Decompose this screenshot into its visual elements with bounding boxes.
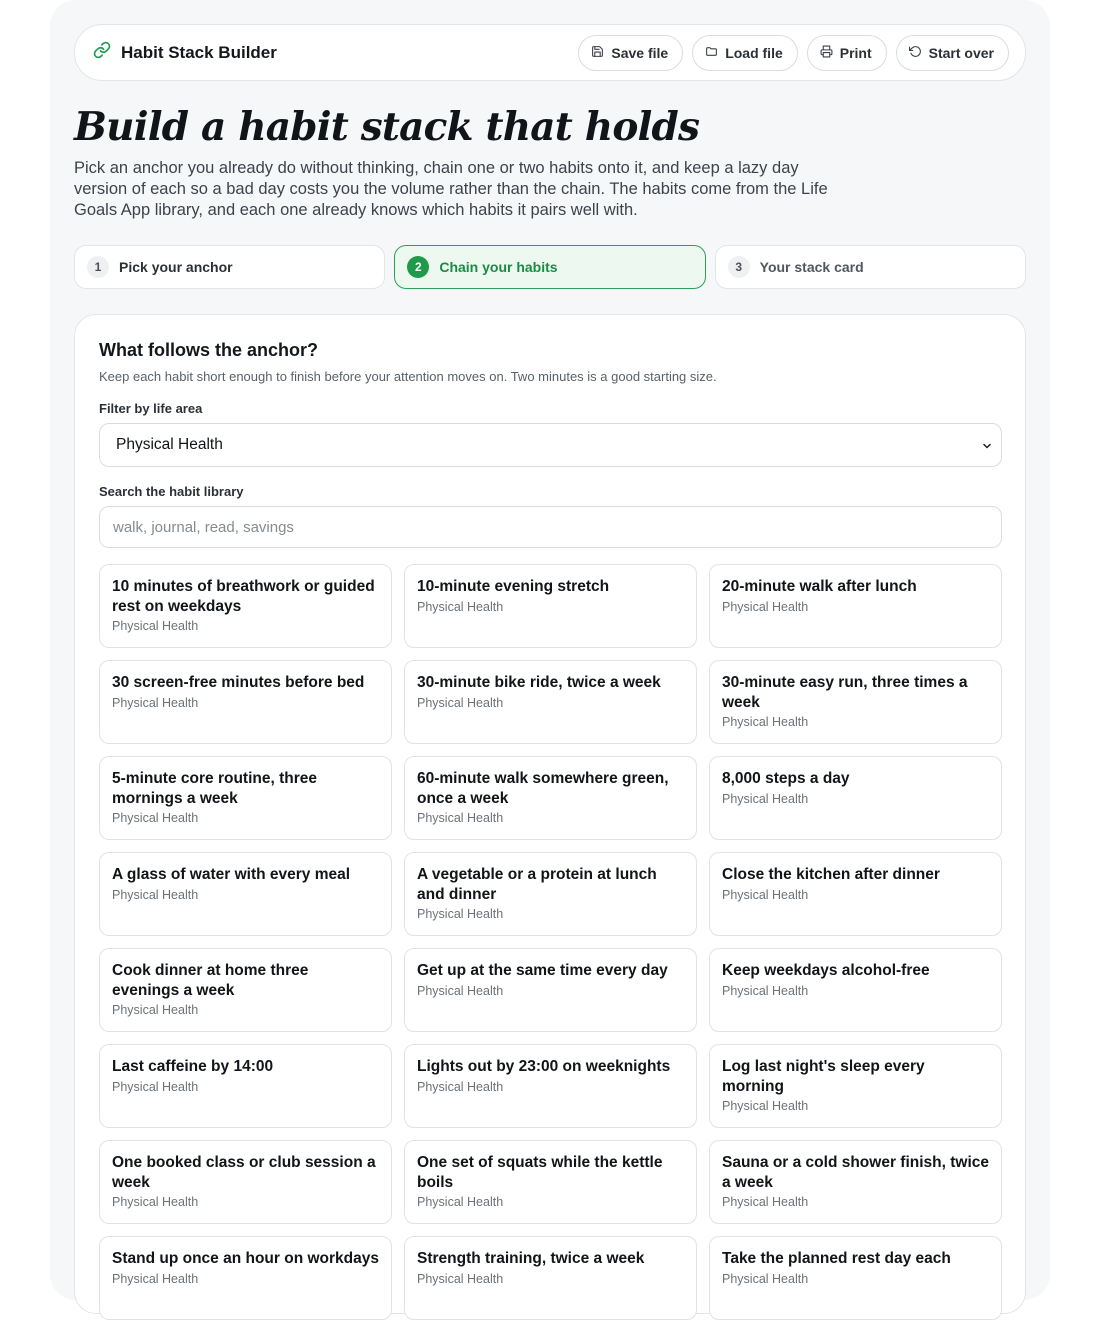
filter-label: Filter by life area — [99, 401, 203, 416]
habit-card[interactable] — [709, 1236, 1002, 1320]
habit-title: 30 screen-free minutes before bed — [112, 674, 365, 691]
habit-grid — [99, 564, 1002, 1320]
habit-category: Physical Health — [722, 1099, 809, 1113]
step-number: 3 — [728, 256, 750, 278]
top-bar — [74, 24, 1026, 81]
print-label: Print — [839, 45, 872, 61]
load-file-button[interactable] — [692, 35, 798, 71]
chevron-down-icon — [981, 439, 993, 451]
habit-card[interactable] — [99, 564, 392, 648]
printer-icon — [820, 45, 833, 61]
save-icon — [591, 45, 604, 61]
brand — [93, 25, 277, 80]
app-title: Habit Stack Builder — [121, 42, 277, 62]
habit-category: Physical Health — [417, 1271, 504, 1286]
habit-title: 10 minutes of breathwork or guided rest on weekdays — [112, 578, 375, 615]
habit-title: 5-minute core routine, three mornings a week — [112, 770, 317, 807]
habit-category: Physical Health — [417, 1079, 504, 1094]
toolbar-actions — [578, 35, 1009, 71]
habit-card[interactable] — [404, 660, 697, 744]
habit-card[interactable] — [99, 756, 392, 840]
habit-title: 8,000 steps a day — [722, 770, 850, 787]
save-file-button[interactable] — [578, 35, 683, 71]
step-tabs — [74, 245, 1026, 289]
habit-title: A vegetable or a protein at lunch and dinner — [417, 866, 657, 903]
habit-card[interactable] — [99, 660, 392, 744]
habit-title: Close the kitchen after dinner — [722, 866, 940, 883]
save-file-label: Save file — [611, 45, 669, 61]
habit-card[interactable] — [709, 660, 1002, 744]
search-label: Search the habit library — [99, 484, 244, 499]
habit-title: Strength training, twice a week — [417, 1250, 645, 1267]
habit-title: Log last night's sleep every morning — [722, 1058, 925, 1095]
habit-category: Physical Health — [112, 1271, 199, 1286]
habit-card[interactable] — [404, 1044, 697, 1128]
habit-card[interactable] — [709, 564, 1002, 648]
habit-category: Physical Health — [722, 1195, 809, 1209]
habit-category: Physical Health — [722, 715, 809, 729]
habit-category: Physical Health — [417, 983, 504, 998]
habit-card[interactable] — [404, 948, 697, 1032]
habit-card[interactable] — [404, 1140, 697, 1224]
habit-card[interactable] — [709, 1140, 1002, 1224]
habit-card[interactable] — [404, 756, 697, 840]
habit-category: Physical Health — [417, 1195, 504, 1209]
habit-card[interactable] — [99, 948, 392, 1032]
habit-search-input[interactable] — [99, 506, 1002, 548]
step-pick-anchor[interactable] — [74, 245, 385, 289]
folder-icon — [705, 45, 718, 61]
habit-card[interactable] — [709, 948, 1002, 1032]
habit-card[interactable] — [709, 756, 1002, 840]
step-number: 2 — [407, 256, 429, 278]
habit-category: Physical Health — [112, 1003, 199, 1017]
habit-title: 30-minute bike ride, twice a week — [417, 674, 661, 691]
print-button[interactable] — [807, 35, 887, 71]
habit-category: Physical Health — [112, 887, 199, 902]
habit-category: Physical Health — [417, 695, 504, 710]
habit-title: One set of squats while the kettle boils — [417, 1154, 663, 1191]
load-file-label: Load file — [725, 45, 783, 61]
habit-picker-panel — [74, 314, 1026, 1314]
habit-category: Physical Health — [722, 1271, 809, 1286]
habit-category: Physical Health — [722, 791, 809, 806]
habit-category: Physical Health — [112, 1195, 199, 1209]
page-headline: Build a habit stack that holds — [74, 104, 700, 150]
habit-category: Physical Health — [417, 811, 504, 825]
start-over-button[interactable] — [896, 35, 1009, 71]
habit-category: Physical Health — [112, 811, 199, 825]
habit-card[interactable] — [709, 852, 1002, 936]
panel-heading: What follows the anchor? — [99, 340, 318, 360]
habit-card[interactable] — [709, 1044, 1002, 1128]
habit-title: 10-minute evening stretch — [417, 578, 610, 595]
habit-title: Last caffeine by 14:00 — [112, 1058, 274, 1075]
step-label: Pick your anchor — [119, 259, 233, 275]
life-area-selected-value: Physical Health — [116, 436, 223, 453]
habit-title: Sauna or a cold shower finish, twice a week — [722, 1154, 990, 1191]
habit-title: One booked class or club session a week — [112, 1154, 376, 1191]
intro-text: Pick an anchor you already do without thinking, chain one or two habits onto it, and keep a lazy day version of each so a bad day costs you the volume rather than the chain. The habits come from the Life Goals App library, and each one already knows which habits it pairs well with. — [74, 159, 828, 219]
habit-title: Stand up once an hour on workdays — [112, 1250, 379, 1267]
habit-title: 60-minute walk somewhere green, once a week — [417, 770, 669, 807]
habit-category: Physical Health — [722, 599, 809, 614]
habit-title: 30-minute easy run, three times a week — [722, 674, 968, 711]
step-number: 1 — [87, 256, 109, 278]
panel-subheading: Keep each habit short enough to finish before your attention moves on. Two minutes is a good starting size. — [99, 369, 717, 384]
start-over-label: Start over — [928, 45, 994, 61]
habit-title: Get up at the same time every day — [417, 962, 668, 979]
habit-card[interactable] — [404, 564, 697, 648]
habit-category: Physical Health — [417, 907, 504, 921]
habit-card[interactable] — [99, 1236, 392, 1320]
step-stack-card[interactable] — [715, 245, 1026, 289]
step-label: Chain your habits — [439, 259, 558, 275]
habit-card[interactable] — [404, 852, 697, 936]
habit-card[interactable] — [404, 1236, 697, 1320]
habit-title: Lights out by 23:00 on weeknights — [417, 1058, 671, 1075]
life-area-select[interactable] — [99, 423, 1002, 467]
habit-title: 20-minute walk after lunch — [722, 578, 917, 595]
habit-category: Physical Health — [112, 619, 199, 633]
step-label: Your stack card — [759, 259, 864, 275]
habit-title: Cook dinner at home three evenings a week — [112, 962, 309, 999]
link-icon — [93, 41, 111, 64]
habit-card[interactable] — [99, 852, 392, 936]
app-page — [50, 0, 1050, 1300]
step-chain-habits[interactable] — [394, 245, 705, 289]
habit-category: Physical Health — [112, 695, 199, 710]
habit-category: Physical Health — [417, 599, 504, 614]
rotate-ccw-icon — [909, 45, 922, 61]
habit-category: Physical Health — [112, 1079, 199, 1094]
habit-title: Take the planned rest day each — [722, 1250, 951, 1267]
habit-card[interactable] — [99, 1044, 392, 1128]
habit-card[interactable] — [99, 1140, 392, 1224]
habit-title: A glass of water with every meal — [112, 866, 351, 883]
habit-title: Keep weekdays alcohol-free — [722, 962, 930, 979]
habit-category: Physical Health — [722, 887, 809, 902]
habit-category: Physical Health — [722, 983, 809, 998]
